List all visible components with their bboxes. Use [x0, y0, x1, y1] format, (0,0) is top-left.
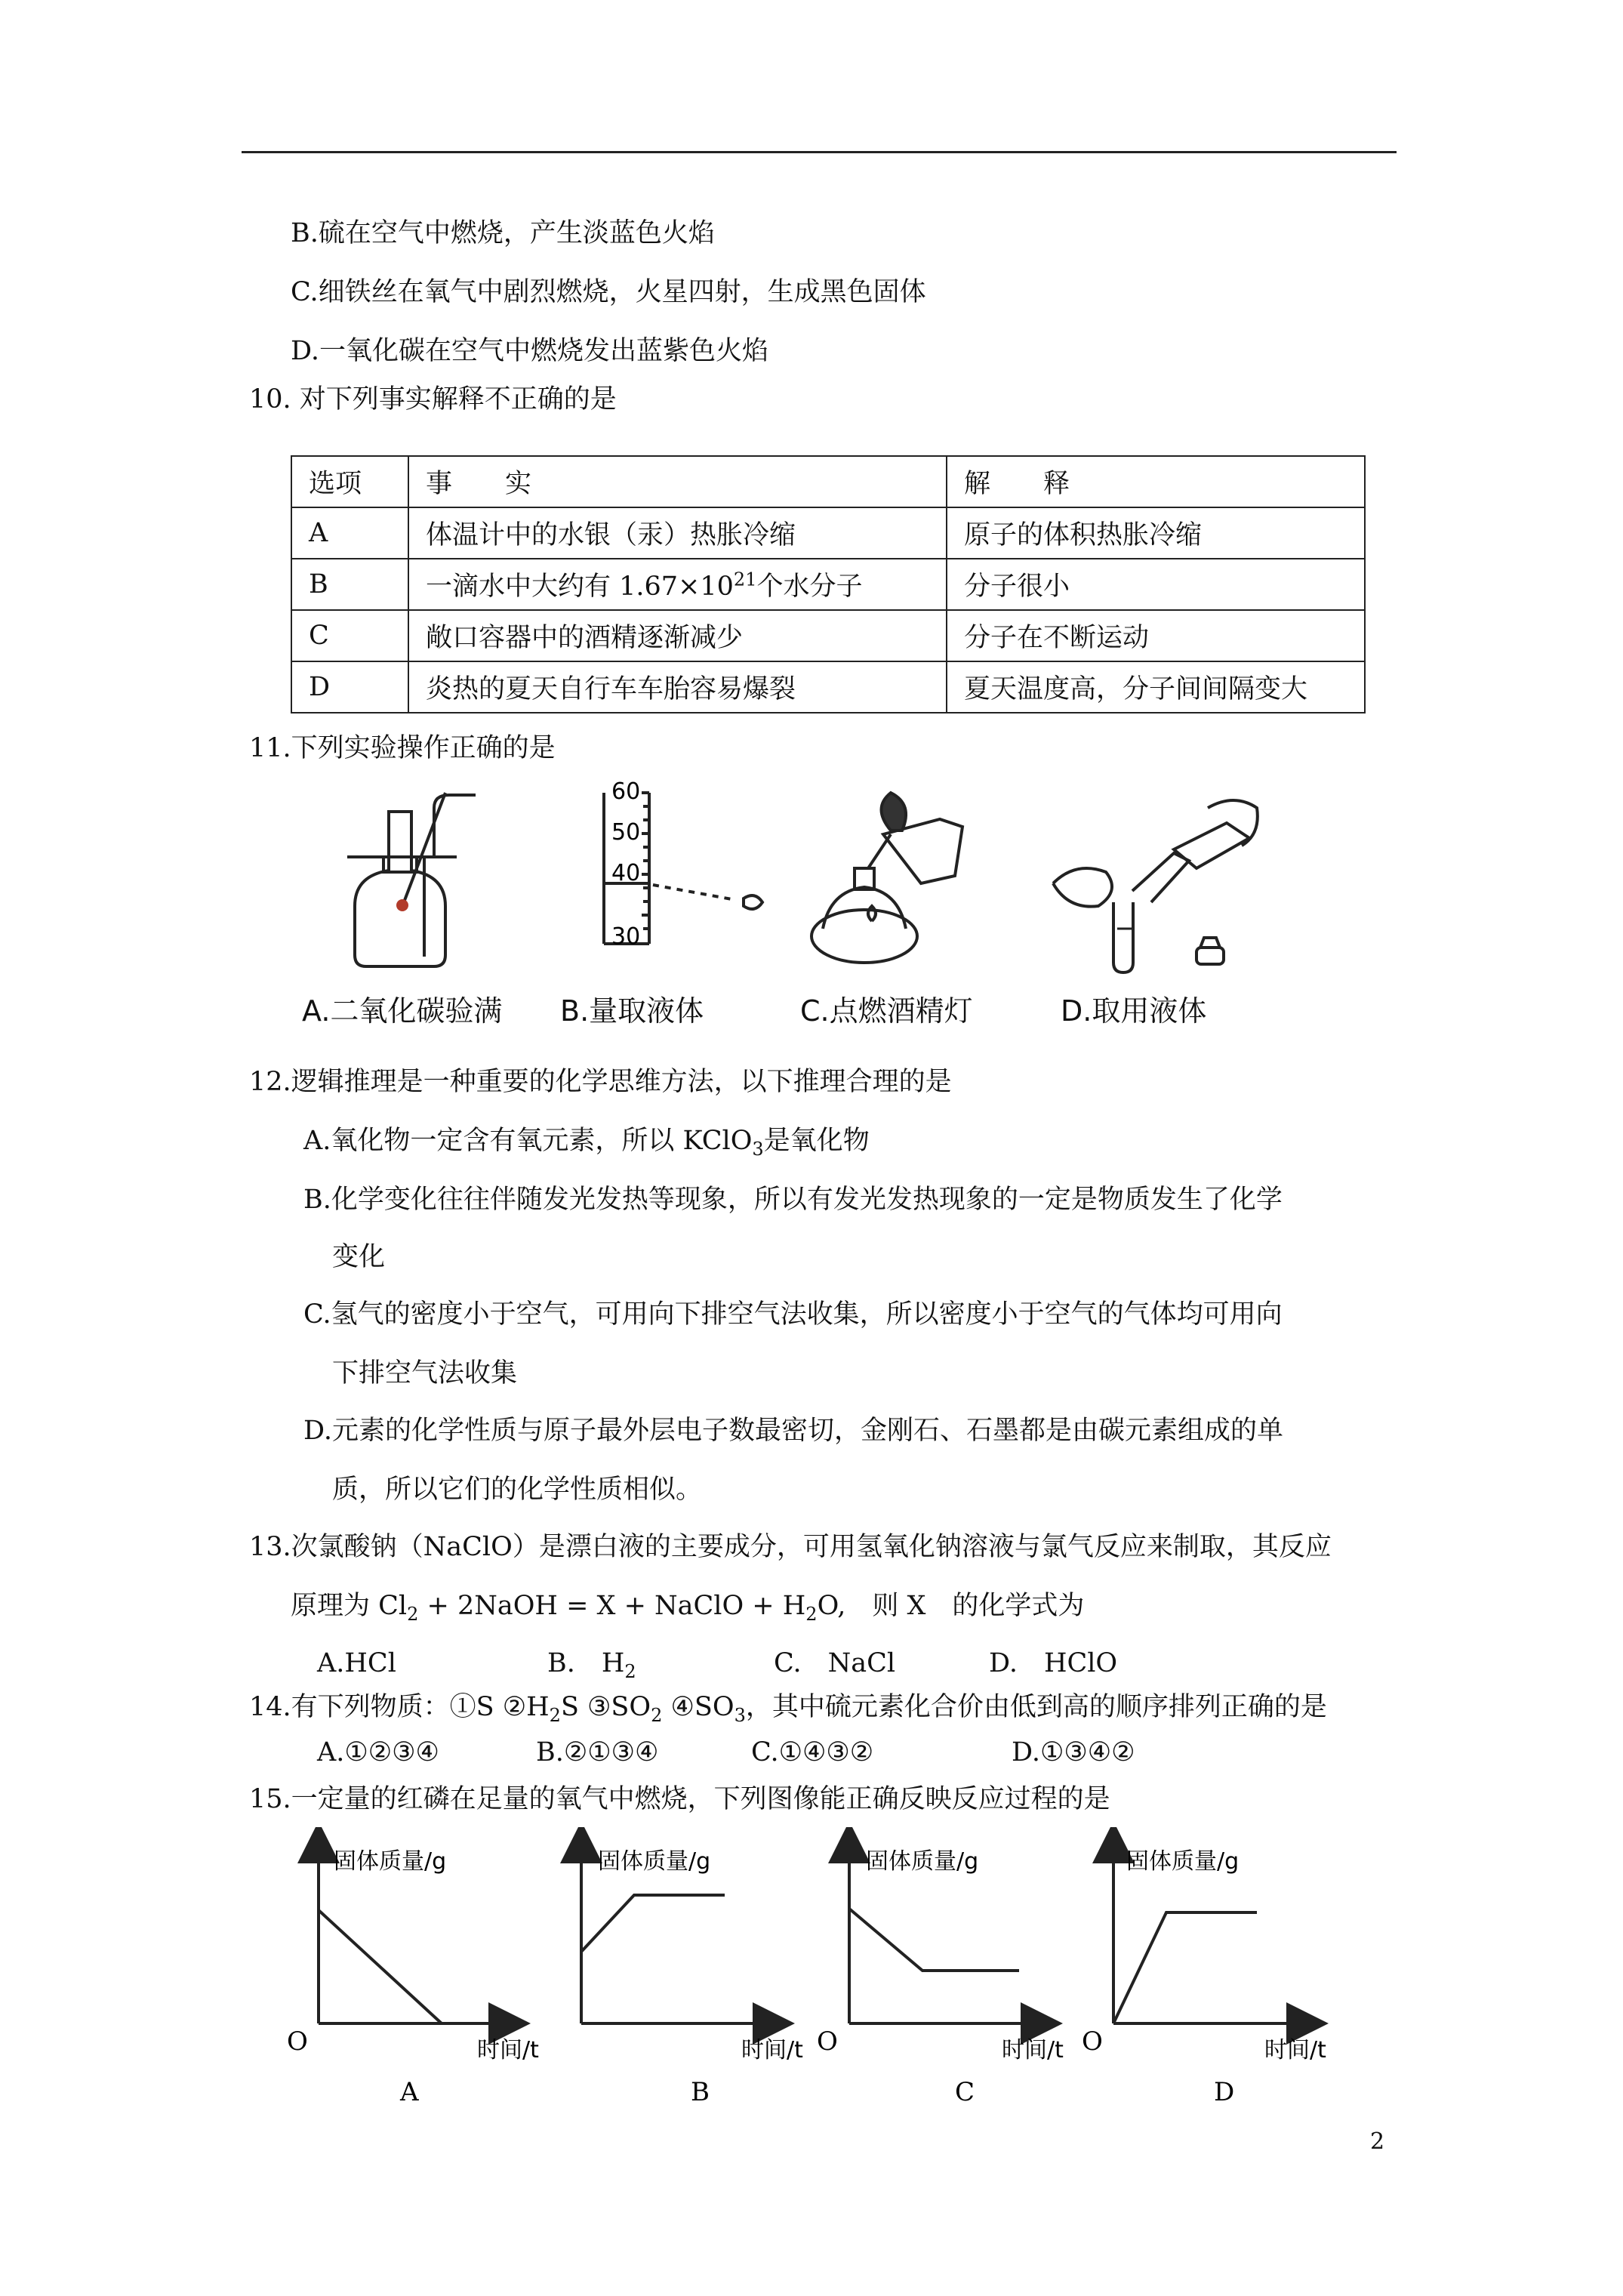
origin-label: O [287, 2026, 308, 2057]
stem-text: S ③SO [560, 1692, 651, 1722]
exponent: 21 [733, 569, 757, 590]
table-cell: 分子很小 [947, 559, 1365, 610]
table-cell: D [291, 661, 408, 713]
q12-option-b-line1: B.化学变化往往伴随发光发热等现象，所以有发光发热现象的一定是物质发生了化学 [303, 1185, 1283, 1215]
subscript: 2 [624, 1661, 636, 1682]
q13-option-d: D. HClO [989, 1648, 1118, 1678]
subscript: 2 [651, 1705, 663, 1726]
q9-option-d: D.一氧化碳在空气中燃烧发出蓝紫色火焰 [291, 336, 768, 366]
y-axis-label: 固体质量/g [1126, 1848, 1240, 1875]
q14-stem [249, 1690, 1327, 1732]
table-row [291, 610, 1365, 661]
graph-letter: B [691, 2077, 710, 2107]
origin-label: O [1082, 2026, 1103, 2057]
q13-option-a: A.HCl [317, 1648, 396, 1678]
q12-option-c-line1: C.氢气的密度小于空气，可用向下排空气法收集，所以密度小于空气的气体均可用向 [303, 1299, 1283, 1330]
table-row [291, 559, 1365, 610]
q9-option-b: B.硫在空气中燃烧，产生淡蓝色火焰 [291, 218, 715, 248]
q15-stem: 15.一定量的红磷在足量的氧气中燃烧，下列图像能正确反映反应过程的是 [249, 1784, 1110, 1814]
table-header-cell: 事 实 [408, 456, 947, 507]
table-cell: C [291, 610, 408, 661]
q10-stem: 10. 对下列事实解释不正确的是 [249, 384, 617, 415]
q11-caption-c: C.点燃酒精灯 [800, 994, 973, 1028]
q12-option-c-line2: 下排空气法收集 [332, 1358, 518, 1388]
q11-caption-b: B.量取液体 [560, 994, 704, 1028]
subscript: 3 [734, 1705, 746, 1726]
q9-option-c: C.细铁丝在氧气中剧烈燃烧，火星四射，生成黑色固体 [291, 277, 926, 307]
table-row [291, 661, 1365, 713]
graph-curve [1113, 1912, 1257, 2023]
equation-text: O, 则 X 的化学式为 [817, 1591, 1085, 1621]
x-axis-label: 时间/t [477, 2037, 539, 2063]
alcohol-lamp-illustration [800, 781, 989, 970]
q14-option-d: D.①③④② [1012, 1737, 1135, 1767]
cylinder-tick: 30 [611, 923, 641, 950]
graph-a [287, 1842, 539, 2107]
table-cell: 炎热的夏天自行车车胎容易爆裂 [408, 661, 947, 713]
q13-stem-line2 [291, 1589, 1084, 1631]
table-cell: A [291, 507, 408, 559]
graph-letter: A [400, 2077, 419, 2107]
y-axis-label: 固体质量/g [866, 1848, 979, 1875]
option-text: B. H [547, 1648, 625, 1678]
x-axis-label: 时间/t [1002, 2037, 1064, 2063]
header-rule [242, 151, 1397, 153]
fact-text: 一滴水中大约有 1.67×10 [426, 572, 734, 602]
stem-text: ④SO [662, 1692, 735, 1722]
q15-graphs [272, 1827, 1366, 2114]
q13-stem-line1: 13.次氯酸钠（NaClO）是漂白液的主要成分，可用氢氧化钠溶液与氯气反应来制取，其反应 [249, 1532, 1332, 1562]
stem-text: 14.有下列物质：①S ②H [249, 1692, 550, 1722]
option-text: 是氧化物 [763, 1126, 870, 1156]
q11-caption-d: D.取用液体 [1061, 994, 1207, 1028]
q12-option-d-line2: 质，所以它们的化学性质相似。 [332, 1475, 703, 1505]
equation-text: 原理为 Cl [291, 1591, 408, 1621]
subscript: 3 [752, 1139, 764, 1160]
graph-curve [849, 1909, 1019, 1971]
table-cell: B [291, 559, 408, 610]
table-cell: 敞口容器中的酒精逐渐减少 [408, 610, 947, 661]
cylinder-tick: 60 [611, 778, 641, 805]
table-row [291, 507, 1365, 559]
table-header-cell: 解 释 [947, 456, 1365, 507]
subscript: 2 [805, 1604, 818, 1625]
q14-option-a: A.①②③④ [317, 1737, 439, 1767]
cylinder-tick: 50 [611, 819, 641, 846]
origin-label: O [817, 2026, 838, 2057]
cylinder-tick: 40 [611, 860, 641, 886]
q10-table [291, 455, 1366, 713]
table-cell: 体温计中的水银（汞）热胀冷缩 [408, 507, 947, 559]
subscript: 2 [407, 1604, 419, 1625]
q12-option-a [303, 1124, 870, 1166]
graph-curve [581, 1895, 725, 1952]
fact-text: 个水分子 [756, 572, 863, 602]
equation-text: + 2NaOH = X + NaClO + H [418, 1591, 806, 1621]
q12-stem: 12.逻辑推理是一种重要的化学思维方法，以下推理合理的是 [249, 1067, 952, 1097]
graph-letter: C [955, 2077, 975, 2107]
q11-caption-a: A.二氧化碳验满 [302, 994, 503, 1028]
q14-option-b: B.②①③④ [536, 1737, 659, 1767]
subscript: 2 [549, 1705, 561, 1726]
graph-b [581, 1842, 803, 2107]
gas-bottle-illustration [302, 781, 536, 974]
y-axis-label: 固体质量/g [598, 1848, 711, 1875]
table-header-row [291, 456, 1365, 507]
graph-d [1082, 1842, 1326, 2107]
table-header-cell: 选项 [291, 456, 408, 507]
option-text: A.氧化物一定含有氧元素，所以 KClO [303, 1126, 753, 1156]
graph-curve [319, 1910, 442, 2023]
stem-text: ，其中硫元素化合价由低到高的顺序排列正确的是 [745, 1692, 1327, 1722]
q13-option-c: C. NaCl [774, 1648, 896, 1678]
q13-option-b [547, 1647, 636, 1688]
q12-option-d-line1: D.元素的化学性质与原子最外层电子数最密切，金刚石、石墨都是由碳元素组成的单 [303, 1416, 1283, 1446]
q12-option-b-line2: 变化 [332, 1242, 386, 1272]
page-number: 2 [1370, 2128, 1385, 2155]
table-cell: 分子在不断运动 [947, 610, 1365, 661]
pouring-liquid-illustration [1038, 778, 1272, 974]
table-cell: 原子的体积热胀冷缩 [947, 507, 1365, 559]
x-axis-label: 时间/t [1264, 2037, 1326, 2063]
x-axis-label: 时间/t [741, 2037, 803, 2063]
graph-letter: D [1214, 2077, 1235, 2107]
y-axis-label: 固体质量/g [334, 1848, 447, 1875]
table-cell: 夏天温度高，分子间间隔变大 [947, 661, 1365, 713]
q11-stem: 11.下列实验操作正确的是 [249, 733, 556, 763]
table-cell [408, 559, 947, 610]
q14-option-c: C.①④③② [751, 1737, 874, 1767]
graduated-cylinder-illustration [581, 778, 778, 951]
graph-c [817, 1842, 1064, 2107]
